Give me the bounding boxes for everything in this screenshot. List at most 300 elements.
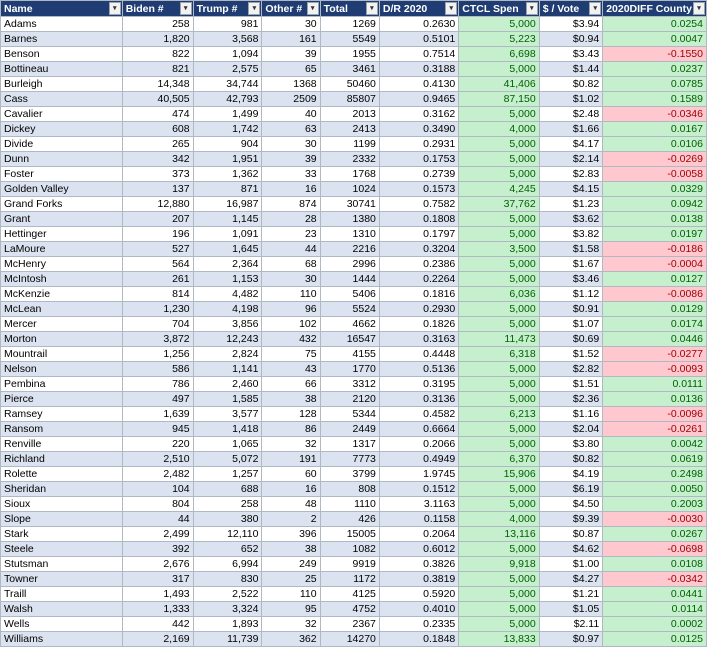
dr-ratio-cell[interactable]: 0.1826 bbox=[379, 317, 458, 332]
dr-ratio-cell[interactable]: 0.3163 bbox=[379, 332, 458, 347]
diff-cell[interactable]: 0.0111 bbox=[603, 377, 707, 392]
other-votes-cell[interactable]: 30 bbox=[262, 137, 320, 152]
county-name-cell[interactable]: Steele bbox=[1, 542, 123, 557]
trump-votes-cell[interactable]: 1,153 bbox=[193, 272, 262, 287]
ctcl-spend-cell[interactable]: 41,406 bbox=[459, 77, 539, 92]
county-name-cell[interactable]: Bottineau bbox=[1, 62, 123, 77]
total-votes-cell[interactable]: 5406 bbox=[320, 287, 379, 302]
diff-cell[interactable]: 0.0050 bbox=[603, 482, 707, 497]
dollar-per-vote-cell[interactable]: $2.04 bbox=[539, 422, 603, 437]
dr-ratio-cell[interactable]: 0.2386 bbox=[379, 257, 458, 272]
biden-votes-cell[interactable]: 2,499 bbox=[122, 527, 193, 542]
other-votes-cell[interactable]: 63 bbox=[262, 122, 320, 137]
trump-votes-cell[interactable]: 1,418 bbox=[193, 422, 262, 437]
dollar-per-vote-cell[interactable]: $3.46 bbox=[539, 272, 603, 287]
dollar-per-vote-cell[interactable]: $2.48 bbox=[539, 107, 603, 122]
county-name-cell[interactable]: Ramsey bbox=[1, 407, 123, 422]
filter-dropdown-icon[interactable]: ▾ bbox=[526, 2, 538, 15]
other-votes-cell[interactable]: 23 bbox=[262, 227, 320, 242]
biden-votes-cell[interactable]: 342 bbox=[122, 152, 193, 167]
other-votes-cell[interactable]: 44 bbox=[262, 242, 320, 257]
biden-votes-cell[interactable]: 814 bbox=[122, 287, 193, 302]
dollar-per-vote-cell[interactable]: $0.91 bbox=[539, 302, 603, 317]
total-votes-cell[interactable]: 50460 bbox=[320, 77, 379, 92]
total-votes-cell[interactable]: 7773 bbox=[320, 452, 379, 467]
total-votes-cell[interactable]: 9919 bbox=[320, 557, 379, 572]
other-votes-cell[interactable]: 191 bbox=[262, 452, 320, 467]
trump-votes-cell[interactable]: 3,324 bbox=[193, 602, 262, 617]
county-name-cell[interactable]: Williams bbox=[1, 632, 123, 647]
trump-votes-cell[interactable]: 2,460 bbox=[193, 377, 262, 392]
biden-votes-cell[interactable]: 527 bbox=[122, 242, 193, 257]
diff-cell[interactable]: 0.0267 bbox=[603, 527, 707, 542]
header-trump[interactable]: Trump # ▾ bbox=[193, 1, 262, 17]
dollar-per-vote-cell[interactable]: $1.58 bbox=[539, 242, 603, 257]
biden-votes-cell[interactable]: 704 bbox=[122, 317, 193, 332]
ctcl-spend-cell[interactable]: 5,000 bbox=[459, 137, 539, 152]
total-votes-cell[interactable]: 1770 bbox=[320, 362, 379, 377]
other-votes-cell[interactable]: 95 bbox=[262, 602, 320, 617]
trump-votes-cell[interactable]: 1,362 bbox=[193, 167, 262, 182]
biden-votes-cell[interactable]: 586 bbox=[122, 362, 193, 377]
dollar-per-vote-cell[interactable]: $1.67 bbox=[539, 257, 603, 272]
diff-cell[interactable]: 0.1589 bbox=[603, 92, 707, 107]
trump-votes-cell[interactable]: 1,257 bbox=[193, 467, 262, 482]
biden-votes-cell[interactable]: 564 bbox=[122, 257, 193, 272]
ctcl-spend-cell[interactable]: 5,000 bbox=[459, 152, 539, 167]
dr-ratio-cell[interactable]: 0.2264 bbox=[379, 272, 458, 287]
diff-cell[interactable]: 0.0002 bbox=[603, 617, 707, 632]
dr-ratio-cell[interactable]: 0.1158 bbox=[379, 512, 458, 527]
biden-votes-cell[interactable]: 12,880 bbox=[122, 197, 193, 212]
dr-ratio-cell[interactable]: 0.2931 bbox=[379, 137, 458, 152]
trump-votes-cell[interactable]: 652 bbox=[193, 542, 262, 557]
county-name-cell[interactable]: Dickey bbox=[1, 122, 123, 137]
dollar-per-vote-cell[interactable]: $9.39 bbox=[539, 512, 603, 527]
diff-cell[interactable]: 0.0042 bbox=[603, 437, 707, 452]
ctcl-spend-cell[interactable]: 6,698 bbox=[459, 47, 539, 62]
dr-ratio-cell[interactable]: 0.2064 bbox=[379, 527, 458, 542]
filter-dropdown-icon[interactable]: ▾ bbox=[109, 2, 121, 15]
trump-votes-cell[interactable]: 2,824 bbox=[193, 347, 262, 362]
dollar-per-vote-cell[interactable]: $1.51 bbox=[539, 377, 603, 392]
dr-ratio-cell[interactable]: 0.3204 bbox=[379, 242, 458, 257]
county-name-cell[interactable]: McHenry bbox=[1, 257, 123, 272]
total-votes-cell[interactable]: 4752 bbox=[320, 602, 379, 617]
county-name-cell[interactable]: Richland bbox=[1, 452, 123, 467]
biden-votes-cell[interactable]: 44 bbox=[122, 512, 193, 527]
dollar-per-vote-cell[interactable]: $1.05 bbox=[539, 602, 603, 617]
dollar-per-vote-cell[interactable]: $4.50 bbox=[539, 497, 603, 512]
dr-ratio-cell[interactable]: 0.2335 bbox=[379, 617, 458, 632]
biden-votes-cell[interactable]: 474 bbox=[122, 107, 193, 122]
dollar-per-vote-cell[interactable]: $4.17 bbox=[539, 137, 603, 152]
trump-votes-cell[interactable]: 42,793 bbox=[193, 92, 262, 107]
trump-votes-cell[interactable]: 380 bbox=[193, 512, 262, 527]
ctcl-spend-cell[interactable]: 6,318 bbox=[459, 347, 539, 362]
dr-ratio-cell[interactable]: 0.1573 bbox=[379, 182, 458, 197]
trump-votes-cell[interactable]: 1,645 bbox=[193, 242, 262, 257]
biden-votes-cell[interactable]: 2,482 bbox=[122, 467, 193, 482]
county-name-cell[interactable]: Hettinger bbox=[1, 227, 123, 242]
other-votes-cell[interactable]: 60 bbox=[262, 467, 320, 482]
total-votes-cell[interactable]: 426 bbox=[320, 512, 379, 527]
biden-votes-cell[interactable]: 40,505 bbox=[122, 92, 193, 107]
ctcl-spend-cell[interactable]: 5,000 bbox=[459, 377, 539, 392]
biden-votes-cell[interactable]: 442 bbox=[122, 617, 193, 632]
dr-ratio-cell[interactable]: 1.9745 bbox=[379, 467, 458, 482]
dr-ratio-cell[interactable]: 0.2930 bbox=[379, 302, 458, 317]
county-name-cell[interactable]: Barnes bbox=[1, 32, 123, 47]
dr-ratio-cell[interactable]: 0.3188 bbox=[379, 62, 458, 77]
dr-ratio-cell[interactable]: 0.5101 bbox=[379, 32, 458, 47]
county-name-cell[interactable]: Slope bbox=[1, 512, 123, 527]
trump-votes-cell[interactable]: 1,893 bbox=[193, 617, 262, 632]
dollar-per-vote-cell[interactable]: $1.12 bbox=[539, 287, 603, 302]
trump-votes-cell[interactable]: 1,499 bbox=[193, 107, 262, 122]
other-votes-cell[interactable]: 2509 bbox=[262, 92, 320, 107]
county-name-cell[interactable]: Traill bbox=[1, 587, 123, 602]
diff-cell[interactable]: 0.0136 bbox=[603, 392, 707, 407]
diff-cell[interactable]: -0.0346 bbox=[603, 107, 707, 122]
ctcl-spend-cell[interactable]: 3,500 bbox=[459, 242, 539, 257]
diff-cell[interactable]: 0.2498 bbox=[603, 467, 707, 482]
county-name-cell[interactable]: Cavalier bbox=[1, 107, 123, 122]
diff-cell[interactable]: 0.0114 bbox=[603, 602, 707, 617]
total-votes-cell[interactable]: 2332 bbox=[320, 152, 379, 167]
other-votes-cell[interactable]: 25 bbox=[262, 572, 320, 587]
diff-cell[interactable]: -0.0261 bbox=[603, 422, 707, 437]
ctcl-spend-cell[interactable]: 5,000 bbox=[459, 257, 539, 272]
county-name-cell[interactable]: Renville bbox=[1, 437, 123, 452]
total-votes-cell[interactable]: 4125 bbox=[320, 587, 379, 602]
trump-votes-cell[interactable]: 2,522 bbox=[193, 587, 262, 602]
other-votes-cell[interactable]: 128 bbox=[262, 407, 320, 422]
diff-cell[interactable]: 0.0619 bbox=[603, 452, 707, 467]
county-name-cell[interactable]: Stark bbox=[1, 527, 123, 542]
ctcl-spend-cell[interactable]: 6,370 bbox=[459, 452, 539, 467]
dr-ratio-cell[interactable]: 0.3162 bbox=[379, 107, 458, 122]
biden-votes-cell[interactable]: 196 bbox=[122, 227, 193, 242]
diff-cell[interactable]: 0.0197 bbox=[603, 227, 707, 242]
diff-cell[interactable]: 0.0127 bbox=[603, 272, 707, 287]
ctcl-spend-cell[interactable]: 5,000 bbox=[459, 272, 539, 287]
dollar-per-vote-cell[interactable]: $1.00 bbox=[539, 557, 603, 572]
trump-votes-cell[interactable]: 1,141 bbox=[193, 362, 262, 377]
dr-ratio-cell[interactable]: 0.2630 bbox=[379, 17, 458, 32]
total-votes-cell[interactable]: 14270 bbox=[320, 632, 379, 647]
trump-votes-cell[interactable]: 3,577 bbox=[193, 407, 262, 422]
total-votes-cell[interactable]: 2996 bbox=[320, 257, 379, 272]
dr-ratio-cell[interactable]: 0.9465 bbox=[379, 92, 458, 107]
other-votes-cell[interactable]: 66 bbox=[262, 377, 320, 392]
total-votes-cell[interactable]: 3312 bbox=[320, 377, 379, 392]
ctcl-spend-cell[interactable]: 5,000 bbox=[459, 107, 539, 122]
ctcl-spend-cell[interactable]: 6,213 bbox=[459, 407, 539, 422]
diff-cell[interactable]: -0.0698 bbox=[603, 542, 707, 557]
diff-cell[interactable]: 0.0129 bbox=[603, 302, 707, 317]
ctcl-spend-cell[interactable]: 5,000 bbox=[459, 542, 539, 557]
ctcl-spend-cell[interactable]: 6,036 bbox=[459, 287, 539, 302]
biden-votes-cell[interactable]: 1,256 bbox=[122, 347, 193, 362]
county-name-cell[interactable]: Rolette bbox=[1, 467, 123, 482]
biden-votes-cell[interactable]: 2,510 bbox=[122, 452, 193, 467]
ctcl-spend-cell[interactable]: 4,000 bbox=[459, 512, 539, 527]
trump-votes-cell[interactable]: 1,585 bbox=[193, 392, 262, 407]
dr-ratio-cell[interactable]: 0.4130 bbox=[379, 77, 458, 92]
trump-votes-cell[interactable]: 258 bbox=[193, 497, 262, 512]
biden-votes-cell[interactable]: 945 bbox=[122, 422, 193, 437]
diff-cell[interactable]: -0.0269 bbox=[603, 152, 707, 167]
header-dollar-per-vote[interactable]: $ / Vote ▾ bbox=[539, 1, 603, 17]
dollar-per-vote-cell[interactable]: $3.82 bbox=[539, 227, 603, 242]
trump-votes-cell[interactable]: 1,091 bbox=[193, 227, 262, 242]
header-ctcl-spend[interactable]: CTCL Spen ▾ bbox=[459, 1, 539, 17]
ctcl-spend-cell[interactable]: 5,000 bbox=[459, 227, 539, 242]
trump-votes-cell[interactable]: 904 bbox=[193, 137, 262, 152]
biden-votes-cell[interactable]: 392 bbox=[122, 542, 193, 557]
dr-ratio-cell[interactable]: 0.1848 bbox=[379, 632, 458, 647]
other-votes-cell[interactable]: 40 bbox=[262, 107, 320, 122]
filter-dropdown-icon[interactable]: ▾ bbox=[589, 2, 601, 15]
diff-cell[interactable]: -0.0342 bbox=[603, 572, 707, 587]
ctcl-spend-cell[interactable]: 37,762 bbox=[459, 197, 539, 212]
county-name-cell[interactable]: Adams bbox=[1, 17, 123, 32]
biden-votes-cell[interactable]: 1,493 bbox=[122, 587, 193, 602]
dr-ratio-cell[interactable]: 0.1512 bbox=[379, 482, 458, 497]
dollar-per-vote-cell[interactable]: $1.23 bbox=[539, 197, 603, 212]
diff-cell[interactable]: -0.0058 bbox=[603, 167, 707, 182]
dr-ratio-cell[interactable]: 0.1808 bbox=[379, 212, 458, 227]
county-name-cell[interactable]: Cass bbox=[1, 92, 123, 107]
total-votes-cell[interactable]: 4155 bbox=[320, 347, 379, 362]
dollar-per-vote-cell[interactable]: $1.16 bbox=[539, 407, 603, 422]
ctcl-spend-cell[interactable]: 5,000 bbox=[459, 617, 539, 632]
dr-ratio-cell[interactable]: 0.6012 bbox=[379, 542, 458, 557]
trump-votes-cell[interactable]: 12,110 bbox=[193, 527, 262, 542]
county-name-cell[interactable]: Mercer bbox=[1, 317, 123, 332]
dollar-per-vote-cell[interactable]: $4.19 bbox=[539, 467, 603, 482]
trump-votes-cell[interactable]: 3,568 bbox=[193, 32, 262, 47]
total-votes-cell[interactable]: 2120 bbox=[320, 392, 379, 407]
other-votes-cell[interactable]: 16 bbox=[262, 182, 320, 197]
total-votes-cell[interactable]: 1955 bbox=[320, 47, 379, 62]
county-name-cell[interactable]: Grand Forks bbox=[1, 197, 123, 212]
county-name-cell[interactable]: McKenzie bbox=[1, 287, 123, 302]
filter-dropdown-icon[interactable]: ▾ bbox=[307, 2, 319, 15]
dollar-per-vote-cell[interactable]: $4.15 bbox=[539, 182, 603, 197]
other-votes-cell[interactable]: 28 bbox=[262, 212, 320, 227]
biden-votes-cell[interactable]: 261 bbox=[122, 272, 193, 287]
dr-ratio-cell[interactable]: 0.7514 bbox=[379, 47, 458, 62]
other-votes-cell[interactable]: 30 bbox=[262, 272, 320, 287]
diff-cell[interactable]: 0.0237 bbox=[603, 62, 707, 77]
filter-dropdown-icon[interactable]: ▾ bbox=[693, 2, 705, 15]
header-2020diff-county[interactable]: 2020DIFF County ▾ bbox=[603, 1, 707, 17]
dr-ratio-cell[interactable]: 0.1797 bbox=[379, 227, 458, 242]
county-name-cell[interactable]: Wells bbox=[1, 617, 123, 632]
diff-cell[interactable]: -0.0277 bbox=[603, 347, 707, 362]
dr-ratio-cell[interactable]: 0.3819 bbox=[379, 572, 458, 587]
dr-ratio-cell[interactable]: 0.5136 bbox=[379, 362, 458, 377]
ctcl-spend-cell[interactable]: 5,000 bbox=[459, 587, 539, 602]
other-votes-cell[interactable]: 1368 bbox=[262, 77, 320, 92]
dr-ratio-cell[interactable]: 0.5920 bbox=[379, 587, 458, 602]
dollar-per-vote-cell[interactable]: $0.87 bbox=[539, 527, 603, 542]
filter-dropdown-icon[interactable]: ▾ bbox=[180, 2, 192, 15]
biden-votes-cell[interactable]: 608 bbox=[122, 122, 193, 137]
other-votes-cell[interactable]: 396 bbox=[262, 527, 320, 542]
diff-cell[interactable]: 0.2003 bbox=[603, 497, 707, 512]
header-other[interactable]: Other # ▾ bbox=[262, 1, 320, 17]
total-votes-cell[interactable]: 16547 bbox=[320, 332, 379, 347]
ctcl-spend-cell[interactable]: 5,000 bbox=[459, 167, 539, 182]
filter-dropdown-icon[interactable]: ▾ bbox=[445, 2, 457, 15]
diff-cell[interactable]: 0.0329 bbox=[603, 182, 707, 197]
diff-cell[interactable]: -0.0004 bbox=[603, 257, 707, 272]
other-votes-cell[interactable]: 43 bbox=[262, 362, 320, 377]
county-name-cell[interactable]: McIntosh bbox=[1, 272, 123, 287]
total-votes-cell[interactable]: 5524 bbox=[320, 302, 379, 317]
county-name-cell[interactable]: Pembina bbox=[1, 377, 123, 392]
trump-votes-cell[interactable]: 3,856 bbox=[193, 317, 262, 332]
diff-cell[interactable]: 0.0441 bbox=[603, 587, 707, 602]
dr-ratio-cell[interactable]: 0.3195 bbox=[379, 377, 458, 392]
biden-votes-cell[interactable]: 137 bbox=[122, 182, 193, 197]
diff-cell[interactable]: 0.0108 bbox=[603, 557, 707, 572]
biden-votes-cell[interactable]: 786 bbox=[122, 377, 193, 392]
total-votes-cell[interactable]: 1082 bbox=[320, 542, 379, 557]
other-votes-cell[interactable]: 65 bbox=[262, 62, 320, 77]
trump-votes-cell[interactable]: 4,198 bbox=[193, 302, 262, 317]
other-votes-cell[interactable]: 75 bbox=[262, 347, 320, 362]
header-total[interactable]: Total ▾ bbox=[320, 1, 379, 17]
county-name-cell[interactable]: Dunn bbox=[1, 152, 123, 167]
total-votes-cell[interactable]: 30741 bbox=[320, 197, 379, 212]
diff-cell[interactable]: 0.0942 bbox=[603, 197, 707, 212]
total-votes-cell[interactable]: 2367 bbox=[320, 617, 379, 632]
other-votes-cell[interactable]: 432 bbox=[262, 332, 320, 347]
county-name-cell[interactable]: Sheridan bbox=[1, 482, 123, 497]
trump-votes-cell[interactable]: 4,482 bbox=[193, 287, 262, 302]
biden-votes-cell[interactable]: 1,333 bbox=[122, 602, 193, 617]
filter-dropdown-icon[interactable]: ▾ bbox=[366, 2, 378, 15]
other-votes-cell[interactable]: 39 bbox=[262, 152, 320, 167]
diff-cell[interactable]: 0.0254 bbox=[603, 17, 707, 32]
total-votes-cell[interactable]: 1024 bbox=[320, 182, 379, 197]
biden-votes-cell[interactable]: 14,348 bbox=[122, 77, 193, 92]
other-votes-cell[interactable]: 86 bbox=[262, 422, 320, 437]
biden-votes-cell[interactable]: 207 bbox=[122, 212, 193, 227]
dollar-per-vote-cell[interactable]: $0.82 bbox=[539, 77, 603, 92]
other-votes-cell[interactable]: 249 bbox=[262, 557, 320, 572]
dollar-per-vote-cell[interactable]: $0.97 bbox=[539, 632, 603, 647]
biden-votes-cell[interactable]: 2,676 bbox=[122, 557, 193, 572]
trump-votes-cell[interactable]: 1,145 bbox=[193, 212, 262, 227]
diff-cell[interactable]: -0.0086 bbox=[603, 287, 707, 302]
total-votes-cell[interactable]: 808 bbox=[320, 482, 379, 497]
dr-ratio-cell[interactable]: 0.4010 bbox=[379, 602, 458, 617]
dr-ratio-cell[interactable]: 0.3136 bbox=[379, 392, 458, 407]
dr-ratio-cell[interactable]: 0.6664 bbox=[379, 422, 458, 437]
ctcl-spend-cell[interactable]: 5,000 bbox=[459, 482, 539, 497]
total-votes-cell[interactable]: 2216 bbox=[320, 242, 379, 257]
dr-ratio-cell[interactable]: 0.1753 bbox=[379, 152, 458, 167]
trump-votes-cell[interactable]: 12,243 bbox=[193, 332, 262, 347]
dollar-per-vote-cell[interactable]: $3.80 bbox=[539, 437, 603, 452]
trump-votes-cell[interactable]: 830 bbox=[193, 572, 262, 587]
biden-votes-cell[interactable]: 1,820 bbox=[122, 32, 193, 47]
ctcl-spend-cell[interactable]: 87,150 bbox=[459, 92, 539, 107]
other-votes-cell[interactable]: 68 bbox=[262, 257, 320, 272]
ctcl-spend-cell[interactable]: 5,000 bbox=[459, 497, 539, 512]
total-votes-cell[interactable]: 2013 bbox=[320, 107, 379, 122]
other-votes-cell[interactable]: 874 bbox=[262, 197, 320, 212]
biden-votes-cell[interactable]: 258 bbox=[122, 17, 193, 32]
dr-ratio-cell[interactable]: 0.4448 bbox=[379, 347, 458, 362]
dollar-per-vote-cell[interactable]: $4.27 bbox=[539, 572, 603, 587]
diff-cell[interactable]: 0.0174 bbox=[603, 317, 707, 332]
county-name-cell[interactable]: Burleigh bbox=[1, 77, 123, 92]
ctcl-spend-cell[interactable]: 13,116 bbox=[459, 527, 539, 542]
header-name[interactable]: Name ▾ bbox=[1, 1, 123, 17]
total-votes-cell[interactable]: 5549 bbox=[320, 32, 379, 47]
dollar-per-vote-cell[interactable]: $3.94 bbox=[539, 17, 603, 32]
diff-cell[interactable]: 0.0047 bbox=[603, 32, 707, 47]
ctcl-spend-cell[interactable]: 5,000 bbox=[459, 302, 539, 317]
biden-votes-cell[interactable]: 1,639 bbox=[122, 407, 193, 422]
biden-votes-cell[interactable]: 497 bbox=[122, 392, 193, 407]
total-votes-cell[interactable]: 5344 bbox=[320, 407, 379, 422]
county-name-cell[interactable]: Sioux bbox=[1, 497, 123, 512]
header-biden[interactable]: Biden # ▾ bbox=[122, 1, 193, 17]
biden-votes-cell[interactable]: 220 bbox=[122, 437, 193, 452]
other-votes-cell[interactable]: 38 bbox=[262, 392, 320, 407]
biden-votes-cell[interactable]: 373 bbox=[122, 167, 193, 182]
ctcl-spend-cell[interactable]: 13,833 bbox=[459, 632, 539, 647]
dr-ratio-cell[interactable]: 0.2066 bbox=[379, 437, 458, 452]
ctcl-spend-cell[interactable]: 5,000 bbox=[459, 602, 539, 617]
total-votes-cell[interactable]: 2413 bbox=[320, 122, 379, 137]
dollar-per-vote-cell[interactable]: $1.66 bbox=[539, 122, 603, 137]
total-votes-cell[interactable]: 1444 bbox=[320, 272, 379, 287]
ctcl-spend-cell[interactable]: 5,000 bbox=[459, 572, 539, 587]
biden-votes-cell[interactable]: 3,872 bbox=[122, 332, 193, 347]
dr-ratio-cell[interactable]: 0.2739 bbox=[379, 167, 458, 182]
dollar-per-vote-cell[interactable]: $2.11 bbox=[539, 617, 603, 632]
biden-votes-cell[interactable]: 822 bbox=[122, 47, 193, 62]
dollar-per-vote-cell[interactable]: $2.82 bbox=[539, 362, 603, 377]
trump-votes-cell[interactable]: 16,987 bbox=[193, 197, 262, 212]
ctcl-spend-cell[interactable]: 5,000 bbox=[459, 62, 539, 77]
biden-votes-cell[interactable]: 821 bbox=[122, 62, 193, 77]
ctcl-spend-cell[interactable]: 5,000 bbox=[459, 212, 539, 227]
biden-votes-cell[interactable]: 265 bbox=[122, 137, 193, 152]
dollar-per-vote-cell[interactable]: $0.94 bbox=[539, 32, 603, 47]
dollar-per-vote-cell[interactable]: $1.44 bbox=[539, 62, 603, 77]
diff-cell[interactable]: 0.0125 bbox=[603, 632, 707, 647]
county-name-cell[interactable]: Mountrail bbox=[1, 347, 123, 362]
ctcl-spend-cell[interactable]: 11,473 bbox=[459, 332, 539, 347]
biden-votes-cell[interactable]: 2,169 bbox=[122, 632, 193, 647]
diff-cell[interactable]: 0.0167 bbox=[603, 122, 707, 137]
other-votes-cell[interactable]: 30 bbox=[262, 17, 320, 32]
county-name-cell[interactable]: McLean bbox=[1, 302, 123, 317]
trump-votes-cell[interactable]: 688 bbox=[193, 482, 262, 497]
county-name-cell[interactable]: Foster bbox=[1, 167, 123, 182]
dr-ratio-cell[interactable]: 0.4949 bbox=[379, 452, 458, 467]
total-votes-cell[interactable]: 1269 bbox=[320, 17, 379, 32]
